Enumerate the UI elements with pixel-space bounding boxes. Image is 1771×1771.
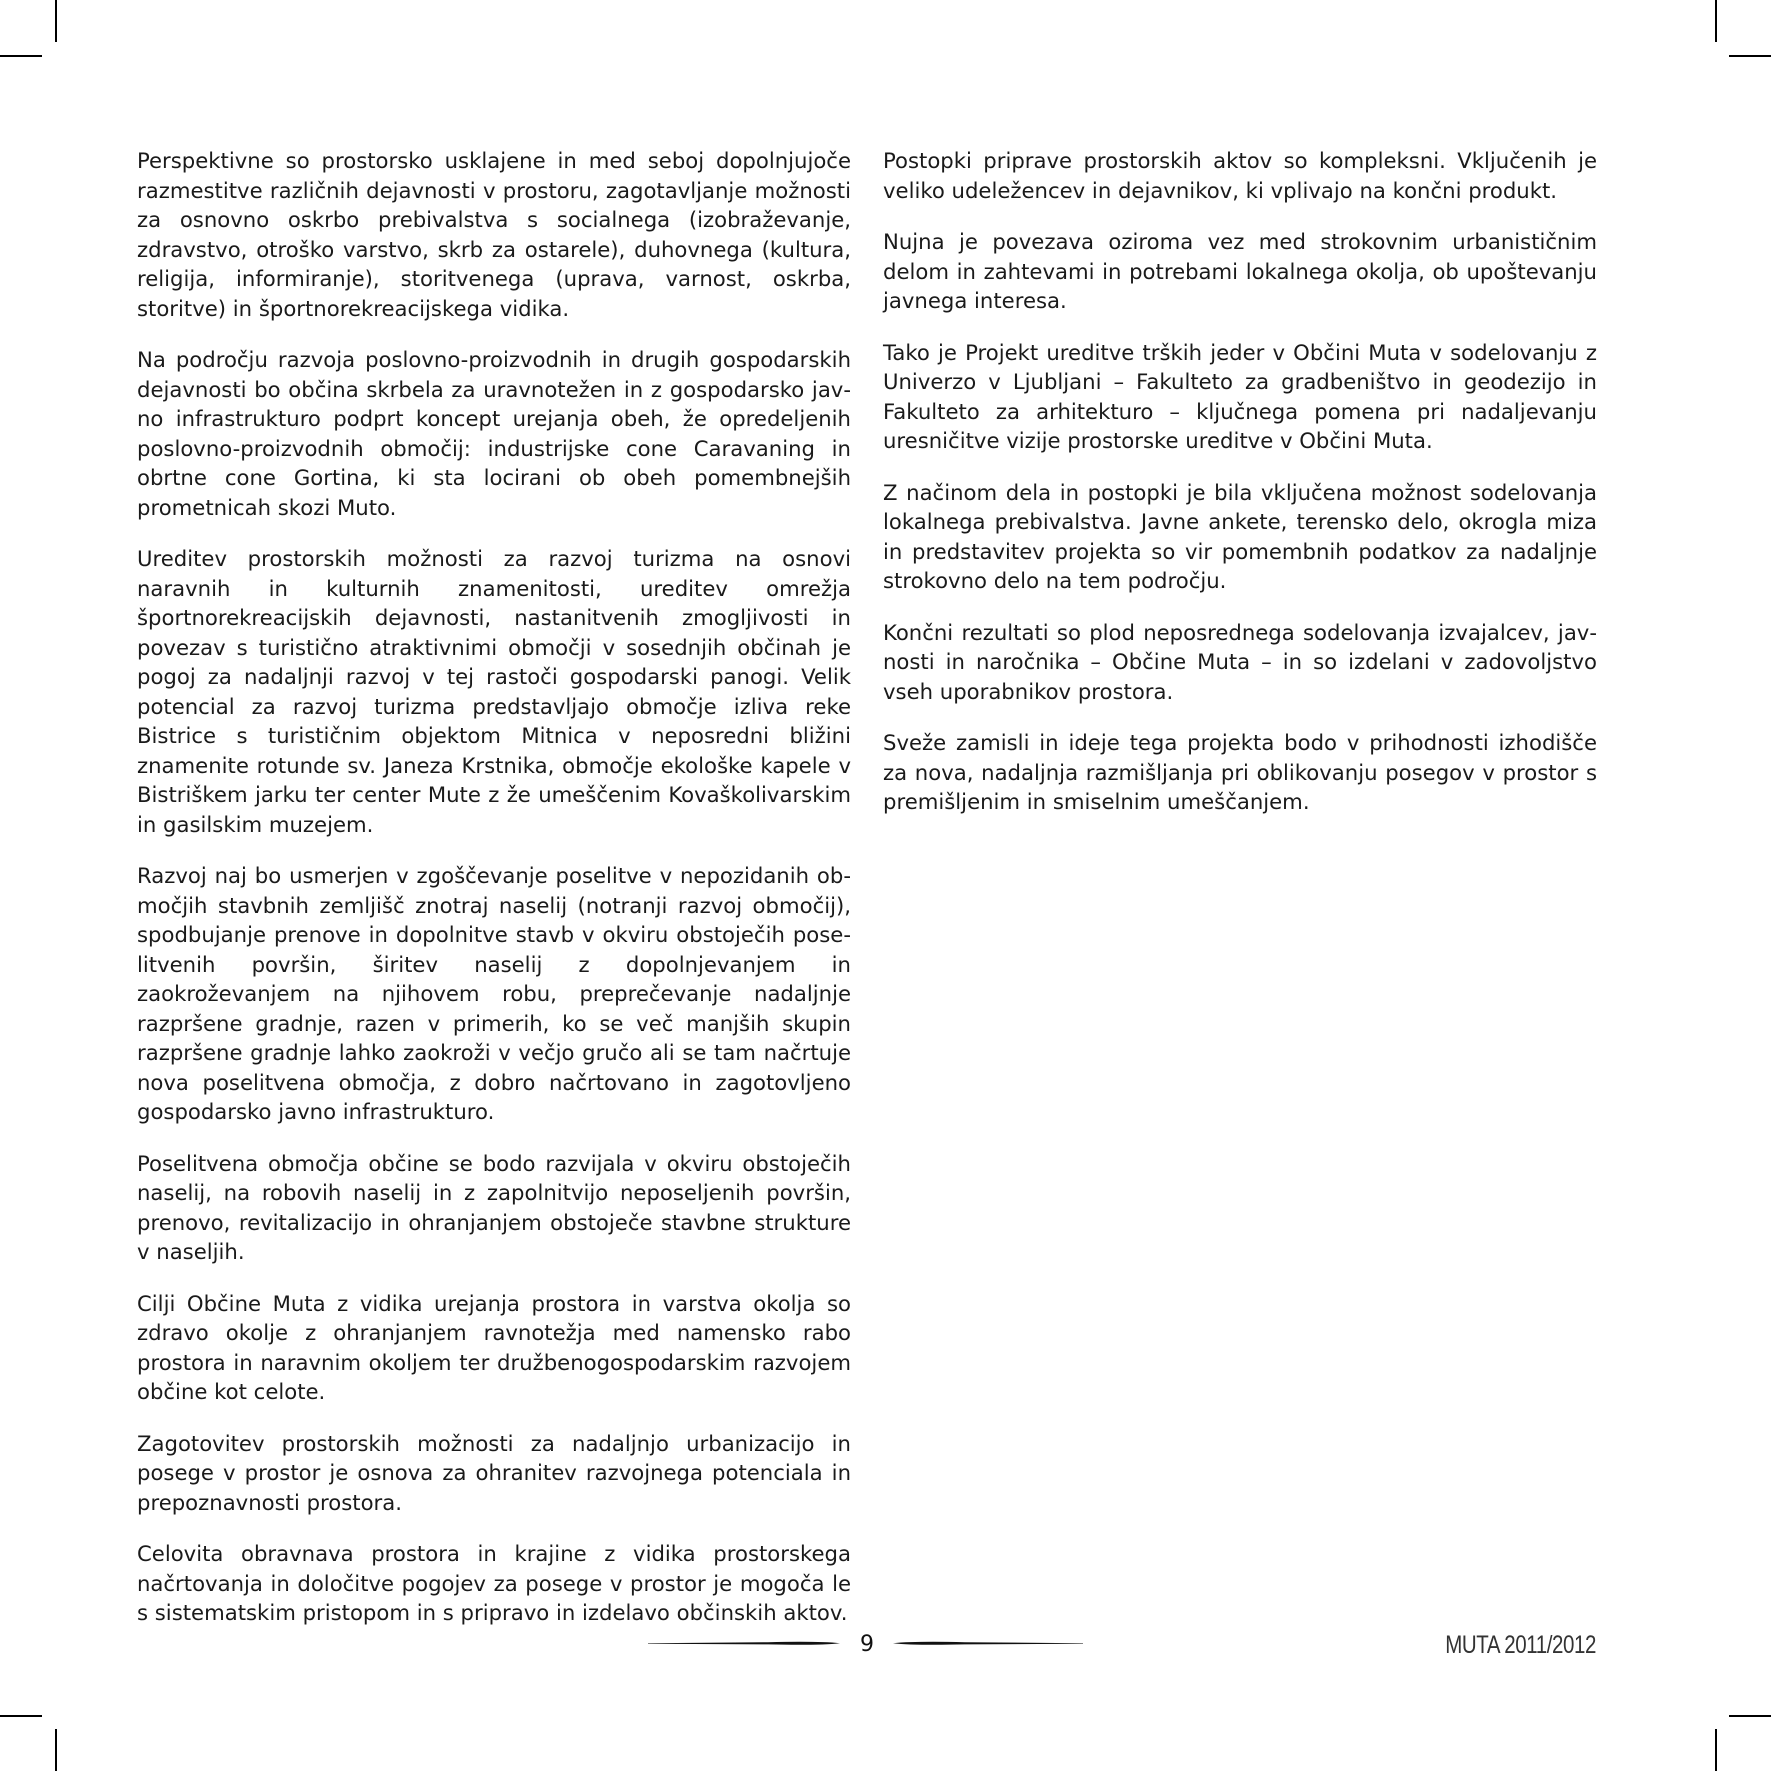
crop-mark-bottom-right bbox=[1715, 1729, 1717, 1771]
right-text-column bbox=[883, 146, 1597, 839]
crop-mark-bottom-right-h bbox=[1729, 1715, 1771, 1717]
paragraph: Celovita obravnava prostora in krajine z vidika prostorskega načrtovanja in določitve pogojev za posege v prostor je mogoča le s sistematskim pristopom in s pripravo in izdelavo občinskih aktov. bbox=[137, 1541, 851, 1625]
paragraph: Z načinom dela in postopki je bila vključena možnost sodelovanja lokalnega prebivalstva. Javne ankete, terensko delo, okrogla miza in predstavitev projekta so vir pomembnih podatkov za nadaljnje strokovno delo na tem področju. bbox=[883, 479, 1597, 593]
paragraph: Postopki priprave prostorskih aktov so kompleksni. Vključenih je veliko udeležencev in dejavnikov, ki vplivajo na končni produkt. bbox=[883, 148, 1597, 203]
crop-mark-bottom-left bbox=[55, 1729, 57, 1771]
paragraph: Na področju razvoja poslovno-proizvodnih in drugih gospodarskih dejavnosti bo občina skrbela za uravnotežen in z gospodarsko javno infrastrukturo podprt koncept urejanja obeh, že opredeljenih poslovno-proizvodnih območij: industrijske cone Caravaning in obrtne cone Gortina, ki sta locirani ob obeh pomembnejših prometnicah skozi Muto. bbox=[137, 347, 851, 520]
running-title: MUTA 2011/2012 bbox=[1445, 1631, 1596, 1659]
paragraph: Ureditev prostorskih možnosti za razvoj turizma na osnovi naravnih in kulturnih znamenitosti, ureditev omrežja športnorekreacijskih dejavnosti, nastanitvenih zmogljivosti in povezav s turistično atraktivnimi območji v sosednjih občinah je pogoj za nadaljnji razvoj v tej rastoči gospodarski panogi. Velik potencial za razvoj turizma predstavljajo območje izliva reke Bistrice s turističnim objektom Mitnica v neposredni bližini znamenite rotunde sv. Janeza Krstnika, območje ekološke kapele v Bistriškem jarku ter center Mute z že umeščenim Kovaškolivarskim in gasilskim muzejem. bbox=[137, 546, 851, 837]
footer-rule-left bbox=[648, 1640, 840, 1647]
paragraph: Sveže zamisli in ideje tega projekta bodo v prihodnosti izhodišče za nova, nadaljnja razmišljanja pri oblikovanju posegov v prostor s premišljenim in smiselnim umeščanjem. bbox=[883, 730, 1597, 814]
paragraph: Tako je Projekt ureditve trških jeder v Občini Muta v sodelovanju z Univerzo v Ljubljani – Fakulteto za gradbeništvo in geodezijo in Fakulteto za arhitekturo – ključnega pomena pri nadaljevanju uresničitve vizije prostorske ureditve v Občini Muta. bbox=[883, 339, 1597, 453]
paragraph: Razvoj naj bo usmerjen v zgoščevanje poselitve v nepozidanih območjih stavbnih zemljišč znotraj naselij (notranji razvoj območij), spodbujanje prenove in dopolnitve stavb v okviru obstoječih poselitvenih površin, širitev naselij z dopolnjevanjem in zaokroževanjem na njihovem robu, preprečevanje nadaljnje razpršene gradnje, razen v primerih, ko se več manjših skupin razpršene gradnje lahko zaokroži v večjo gručo ali se tam načrtuje nova poselitvena območja, z dobro načrtovano in zagotovljeno gospodarsko javno infrastrukturo. bbox=[137, 863, 851, 1124]
crop-mark-top-left-h bbox=[0, 55, 42, 57]
page-number: 9 bbox=[860, 1632, 874, 1657]
crop-mark-bottom-left-h bbox=[0, 1715, 42, 1717]
crop-mark-top-right-h bbox=[1729, 55, 1771, 57]
paragraph: Končni rezultati so plod neposrednega sodelovanja izvajalcev, javnosti in naročnika – Občine Muta – in so izdelani v zadovoljstvo vseh uporabnikov prostora. bbox=[883, 619, 1597, 704]
crop-mark-top-left bbox=[55, 0, 57, 42]
paragraph: Cilji Občine Muta z vidika urejanja prostora in varstva okolja so zdravo okolje z ohranjanjem ravnotežja med namensko rabo prostora in naravnim okoljem ter družbenogospodarskim razvojem občine kot celote. bbox=[137, 1290, 851, 1404]
crop-mark-top-right bbox=[1715, 0, 1717, 42]
paragraph: Nujna je povezava oziroma vez med strokovnim urbanističnim delom in zahtevami in potrebami lokalnega okolja, ob upoštevanju javnega interesa. bbox=[883, 229, 1597, 313]
paragraph: Perspektivne so prostorsko usklajene in med seboj dopolnjujoče razmestitve različnih dejavnosti v prostoru, zagotavljanje možnosti za osnovno oskrbo prebivalstva s socialnega (izobraževanje, zdravstvo, otroško varstvo, skrb za ostarele), duhovnega (kultura, religija, informiranje), storitvenega (uprava, varnost, oskrba, storitve) in športnorekreacijskega vidika. bbox=[137, 148, 851, 321]
left-text-column bbox=[137, 146, 851, 1650]
paragraph: Poselitvena območja občine se bodo razvijala v okviru obstoječih naselij, na robovih naselij in z zapolnitvijo neposeljenih površin, prenovo, revitalizacijo in ohranjanjem obstoječe stavbne strukture v naseljih. bbox=[137, 1150, 851, 1264]
paragraph: Zagotovitev prostorskih možnosti za nadaljnjo urbanizacijo in posege v prostor je osnova za ohranitev razvojnega potenciala in prepoznavnosti prostora. bbox=[137, 1430, 851, 1515]
footer-rule-right bbox=[893, 1640, 1083, 1647]
